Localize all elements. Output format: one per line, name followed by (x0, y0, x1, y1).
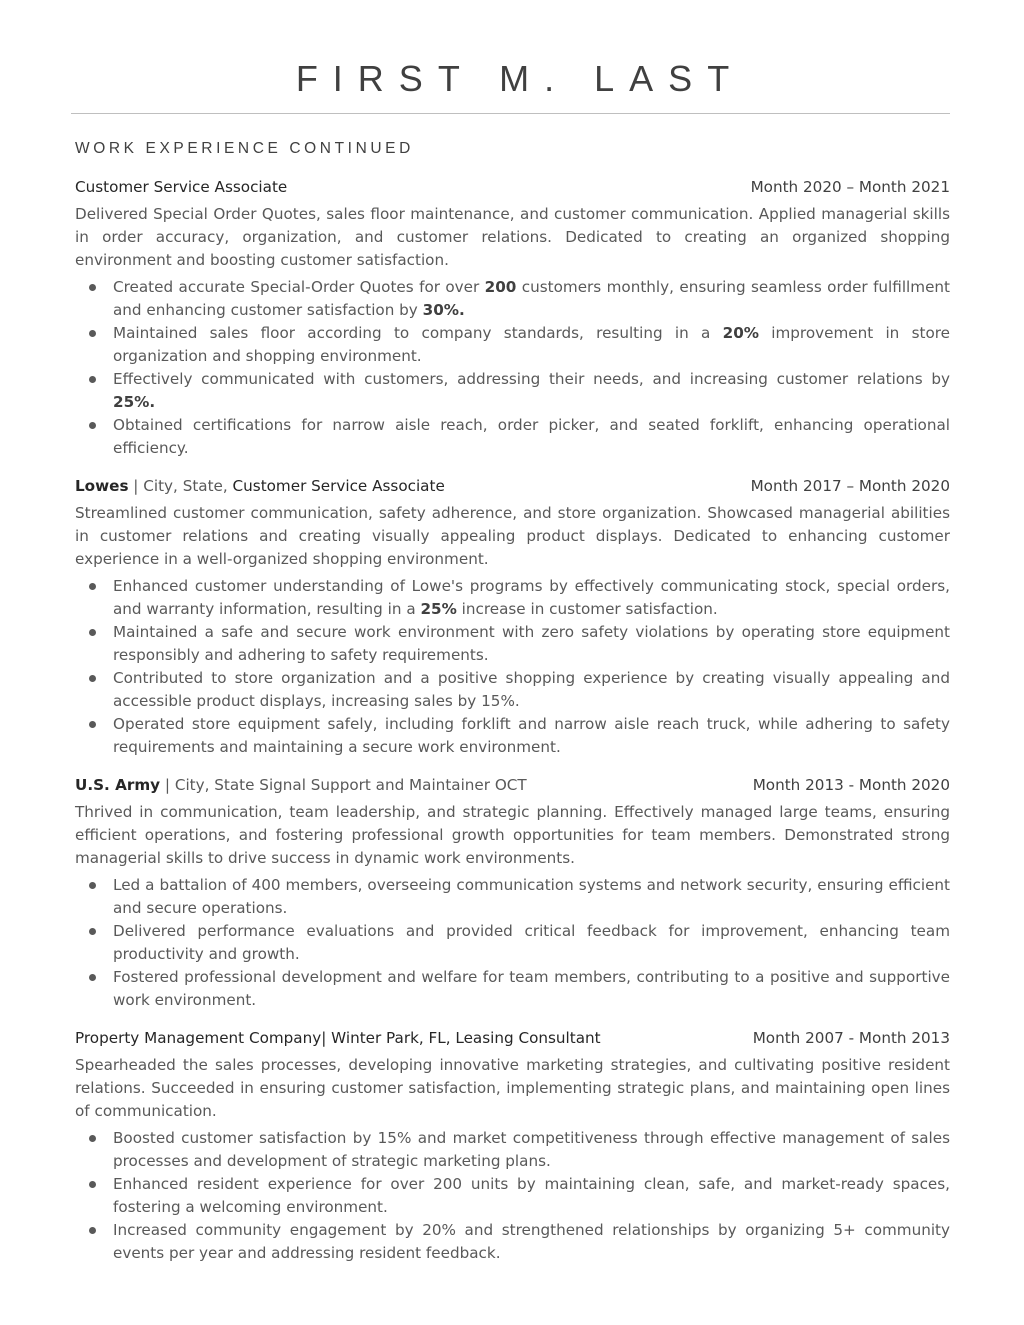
bullet-item: Effectively communicated with customers, addressing their needs, and increasing customer relations by 25%. (75, 368, 950, 414)
company-name: U.S. Army (75, 776, 161, 794)
job-summary: Thrived in communication, team leadership, and strategic planning. Effectively managed large teams, ensuring efficient operations, and fostering professional growth opportunities for team members. Demonstrated strong managerial skills to drive success in dynamic work environments. (75, 803, 950, 867)
job-entry-customer-service (75, 176, 950, 460)
company-name: Lowes (75, 477, 129, 495)
bullet-item: Delivered performance evaluations and provided critical feedback for improvement, enhancing team productivity and growth. (75, 920, 950, 966)
bullet-item: Fostered professional development and welfare for team members, contributing to a positive and supportive work environment. (75, 966, 950, 1012)
bullet-item: Maintained sales floor according to company standards, resulting in a 20% improvement in store organization and shopping environment. (75, 322, 950, 368)
job-location: City, State, (143, 477, 233, 495)
separator: | (160, 776, 175, 794)
job-location: City, State Signal Support and Maintainer OCT (174, 776, 527, 794)
job-summary: Spearheaded the sales processes, developing innovative marketing strategies, and cultivating positive resident relations. Succeeded in ensuring customer satisfaction, implementing strategic plans, and maintaining open lines of communication. (75, 1056, 950, 1120)
job-bullets (75, 276, 950, 460)
bullet-item: Operated store equipment safely, including forklift and narrow aisle reach truck, while adhering to safety requirements and maintaining a secure work environment. (75, 713, 950, 759)
job-header (75, 774, 950, 797)
job-dates: Month 2007 - Month 2013 (752, 1029, 950, 1047)
candidate-name: FIRST M. LAST (295, 58, 745, 99)
work-experience-list (75, 176, 950, 1280)
job-entry-lowes (75, 475, 950, 759)
job-dates: Month 2017 – Month 2020 (750, 477, 950, 495)
bullet-item: Led a battalion of 400 members, overseeing communication systems and network security, ensuring efficient and secure operations. (75, 874, 950, 920)
header-divider (71, 113, 950, 114)
job-header (75, 176, 950, 199)
bullet-item: Enhanced resident experience for over 200 units by maintaining clean, safe, and market-ready spaces, fostering a welcoming environment. (75, 1173, 950, 1219)
bullet-item: Maintained a safe and secure work environment with zero safety violations by operating store equipment responsibly and adhering to safety requirements. (75, 621, 950, 667)
job-bullets (75, 1127, 950, 1265)
job-title: Property Management Company| Winter Park, FL, Leasing Consultant (75, 1029, 601, 1047)
job-entry-us-army (75, 774, 950, 1012)
job-title: Customer Service Associate (75, 178, 288, 196)
bullet-item: Contributed to store organization and a positive shopping experience by creating visually appealing and accessible product displays, increasing sales by 15%. (75, 667, 950, 713)
job-title: Customer Service Associate (232, 477, 445, 495)
job-bullets (75, 575, 950, 759)
section-heading: WORK EXPERIENCE CONTINUED (75, 140, 414, 157)
job-summary: Streamlined customer communication, safety adherence, and store organization. Showcased managerial abilities in customer relations and creating visually appealing product displays. Dedicated to enhancing customer experience in a well-organized shopping environment. (75, 504, 950, 568)
job-dates: Month 2013 - Month 2020 (752, 776, 950, 794)
job-summary: Delivered Special Order Quotes, sales floor maintenance, and customer communication. Applied managerial skills in order accuracy, organization, and customer relations. Dedicated to creating an organized shopping environment and boosting customer satisfaction. (75, 205, 950, 269)
job-entry-property-management (75, 1027, 950, 1265)
job-dates: Month 2020 – Month 2021 (750, 178, 950, 196)
bullet-item: Increased community engagement by 20% and strengthened relationships by organizing 5+ community events per year and addressing resident feedback. (75, 1219, 950, 1265)
job-bullets (75, 874, 950, 1012)
job-header (75, 1027, 950, 1050)
bullet-item: Boosted customer satisfaction by 15% and market competitiveness through effective management of sales processes and development of strategic marketing plans. (75, 1127, 950, 1173)
bullet-item: Enhanced customer understanding of Lowe's programs by effectively communicating stock, special orders, and warranty information, resulting in a 25% increase in customer satisfaction. (75, 575, 950, 621)
bullet-item: Created accurate Special-Order Quotes for over 200 customers monthly, ensuring seamless order fulfillment and enhancing customer satisfaction by 30%. (75, 276, 950, 322)
bullet-item: Obtained certifications for narrow aisle reach, order picker, and seated forklift, enhancing operational efficiency. (75, 414, 950, 460)
separator: | (128, 477, 144, 495)
job-header (75, 475, 950, 498)
